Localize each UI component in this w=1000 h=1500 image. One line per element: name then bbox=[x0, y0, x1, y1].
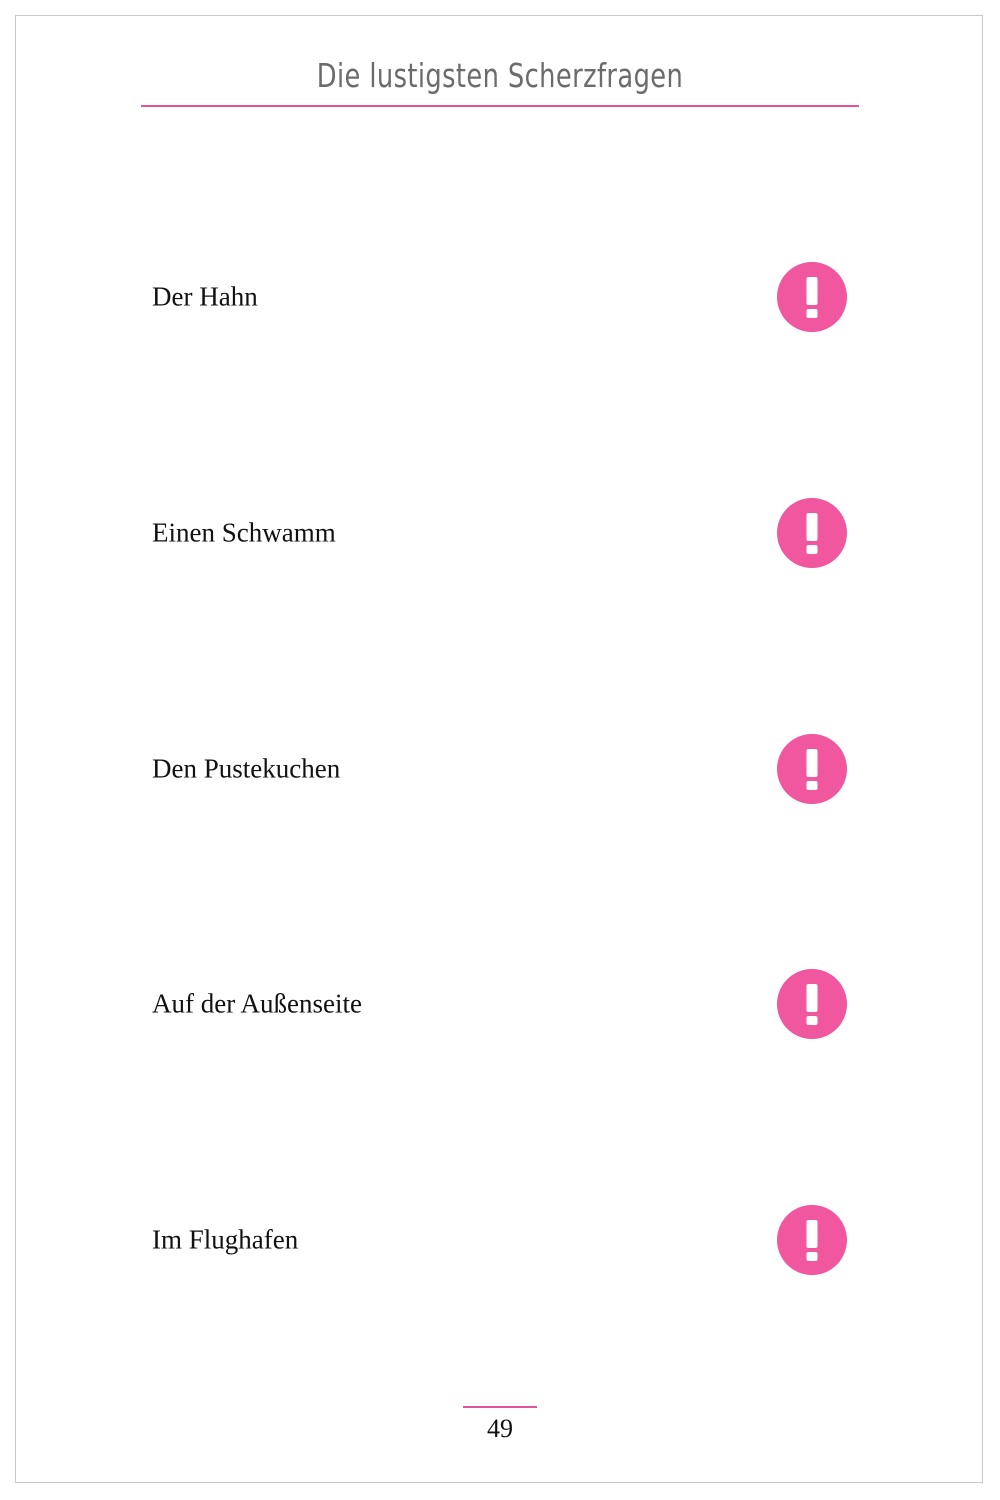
answer-text: Einen Schwamm bbox=[152, 517, 336, 548]
answer-row bbox=[152, 498, 847, 568]
answer-text: Der Hahn bbox=[152, 281, 258, 312]
answer-row bbox=[152, 969, 847, 1039]
answer-text: Auf der Außenseite bbox=[152, 988, 362, 1019]
answer-row bbox=[152, 734, 847, 804]
exclamation-icon bbox=[777, 969, 847, 1039]
page-number: 49 bbox=[487, 1414, 513, 1443]
header-divider bbox=[141, 105, 859, 107]
answer-text: Im Flughafen bbox=[152, 1224, 299, 1255]
exclamation-icon bbox=[777, 1205, 847, 1275]
answer-row bbox=[152, 262, 847, 332]
exclamation-icon bbox=[777, 262, 847, 332]
exclamation-icon bbox=[777, 498, 847, 568]
footer-divider bbox=[463, 1406, 537, 1408]
page-title: Die lustigsten Scherzfragen bbox=[316, 56, 684, 95]
answer-row bbox=[152, 1205, 847, 1275]
answer-text: Den Pustekuchen bbox=[152, 753, 341, 784]
exclamation-icon bbox=[777, 734, 847, 804]
